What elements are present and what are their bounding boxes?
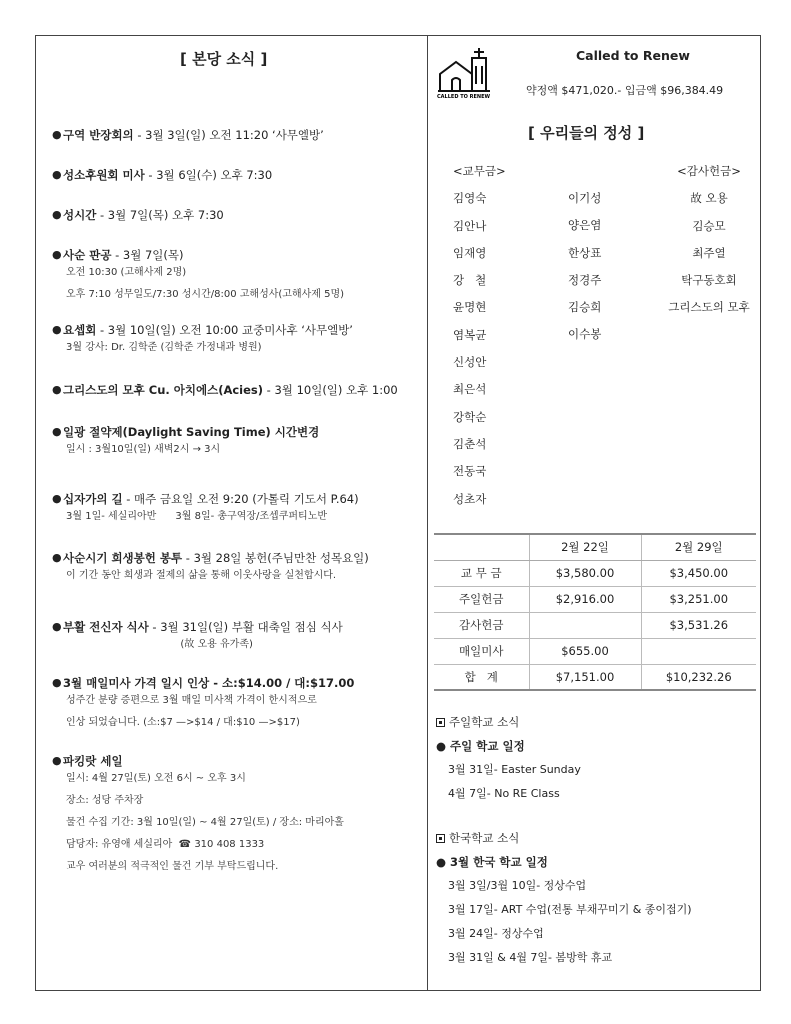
- news-item-detail: - 3월 10일(일) 오후 1:00: [263, 383, 398, 397]
- tithe-donor-name: 김승희: [568, 300, 602, 315]
- table-cell: $3,251.00: [641, 586, 756, 612]
- bullet-icon: ●: [52, 620, 62, 633]
- tithe-donor-name: 염복균: [453, 327, 487, 342]
- news-item: [52, 168, 272, 182]
- tithe-column: [453, 158, 506, 513]
- schedule-line: 3월 24일- 정상수업: [448, 927, 544, 940]
- tithe-donor-name: 김춘석: [453, 436, 487, 451]
- news-item-detail: - 3월 7일(목): [111, 248, 184, 262]
- news-item: [52, 323, 353, 359]
- tithe-donor-name: 성초자: [453, 491, 487, 506]
- pledge-amounts: 약정액 $471,020.- 입금액 $96,384.49: [526, 84, 724, 97]
- table-header-cell: 2월 29일: [641, 534, 756, 560]
- bullet-icon: ●: [52, 551, 62, 564]
- thanks-offering-header: <감사헌금>: [677, 164, 741, 178]
- bullet-icon: ●: [52, 208, 62, 221]
- table-cell: [641, 638, 756, 664]
- korean-school-news: 한국학교 소식 ● 3월 한국 학교 일정 3월 3일/3월 10일- 정상수업 3월 17일- ART 수업(전통 부채꾸미기 & 종이접기) 3월 24일- 정상수업 3월 31일 & 4월 7일- 봄방학 휴교: [436, 826, 692, 970]
- news-item: [52, 248, 344, 306]
- tithe-donor-name: 양은염: [568, 218, 602, 233]
- thanks-donor-name: 故 오용: [690, 191, 728, 206]
- table-row-label: 주일헌금: [434, 586, 529, 612]
- bullet-icon: ●: [52, 425, 62, 438]
- square-bullet-icon: [436, 834, 445, 843]
- bullet-icon: ●: [52, 323, 62, 336]
- news-item-subline: 3월 강사: Dr. 김학준 (김학준 가정내과 병원): [66, 342, 262, 353]
- sunday-school-news: 주일학교 소식 ● 주일 학교 일정 3월 31일- Easter Sunday 4월 7일- No RE Class: [436, 710, 581, 806]
- table-header-cell: 2월 22일: [529, 534, 641, 560]
- news-item: [52, 425, 319, 461]
- table-header-cell: [434, 534, 529, 560]
- news-item-heading: 사순 판공: [63, 248, 112, 262]
- thanks-donor-name: 최주열: [692, 245, 726, 260]
- tithe-header: <교무금>: [453, 164, 506, 178]
- tithe-donor-name: 김안나: [453, 218, 487, 233]
- right-column: [428, 36, 761, 990]
- tithe-donor-name: 정경주: [568, 272, 602, 287]
- news-item-subline: 일시 : 3월10일(일) 새벽2시 → 3시: [66, 444, 221, 455]
- schedule-line: 4월 7일- No RE Class: [448, 787, 560, 800]
- table-row: [434, 586, 756, 612]
- called-to-renew-logo: [436, 44, 494, 100]
- schedule-line: 3월 17일- ART 수업(전통 부채꾸미기 & 종이접기): [448, 903, 692, 916]
- bullet-icon: ●: [52, 754, 62, 767]
- news-item-subline: 교우 여러분의 적극적인 물건 기부 부탁드립니다.: [66, 861, 279, 872]
- square-bullet-icon: [436, 718, 445, 727]
- thanks-offering-column: [664, 158, 754, 322]
- news-item-detail: - 매주 금요일 오전 9:20 (가톨릭 기도서 P.64): [122, 492, 359, 506]
- bullet-icon: ●: [52, 168, 62, 181]
- tithe-column-2: [568, 185, 601, 349]
- bullet-icon: ●: [52, 492, 62, 505]
- tithe-donor-name: 신성안: [453, 355, 487, 370]
- table-row-label: 감사헌금: [434, 612, 529, 638]
- tithe-donor-name: 김영숙: [453, 191, 487, 206]
- parish-news-title: [ 본당 소식 ]: [180, 50, 268, 68]
- schedule-line: 3월 3일/3월 10일- 정상수업: [448, 879, 587, 892]
- tithe-donor-name: 이수봉: [568, 327, 602, 342]
- news-item-heading: 요셉회: [63, 323, 97, 337]
- news-item-detail: - 3월 28일 봉헌(주님만찬 성목요일): [182, 551, 369, 565]
- tithe-donor-name: 윤명현: [453, 300, 487, 315]
- bullet-icon: ●: [52, 248, 62, 261]
- news-item-subline: 오전 10:30 (고해사제 2명): [66, 267, 187, 278]
- table-row: [434, 638, 756, 664]
- news-item-heading: 파킹랏 세일: [63, 754, 123, 768]
- news-item-detail: - 3월 3일(일) 오전 11:20 ‘사무엘방’: [133, 128, 324, 142]
- korean-school-schedule-label: 3월 한국 학교 일정: [450, 855, 548, 869]
- news-item: [52, 620, 343, 656]
- table-row: [434, 612, 756, 638]
- tithe-donor-name: 전동국: [453, 464, 487, 479]
- schedule-line: 3월 31일- Easter Sunday: [448, 763, 581, 776]
- table-cell: $2,916.00: [529, 586, 641, 612]
- table-row: [434, 560, 756, 586]
- table-cell: $3,531.26: [641, 612, 756, 638]
- news-item-heading: 그리스도의 모후 Cu. 아치에스(Acies): [63, 383, 264, 397]
- news-item: [52, 492, 359, 528]
- news-item-heading: 3월 매일미사 가격 일시 인상 - 소:$14.00 / 대:$17.00: [63, 676, 355, 690]
- bullet-icon: ●: [52, 128, 62, 141]
- table-row-label: 매일미사: [434, 638, 529, 664]
- news-item-detail: - 3월 10일(일) 오전 10:00 교중미사후 ‘사무엘방’: [96, 323, 353, 337]
- news-item: [52, 754, 344, 878]
- table-cell: $7,151.00: [529, 664, 641, 690]
- news-item-subline: 장소: 성당 주차장: [66, 795, 144, 806]
- news-item-heading: 일광 절약제(Daylight Saving Time) 시간변경: [63, 425, 320, 439]
- sunday-school-schedule-label: 주일 학교 일정: [450, 739, 525, 753]
- news-item-heading: 십자가의 길: [63, 492, 123, 506]
- news-item-heading: 구역 반장회의: [63, 128, 134, 142]
- news-item: [52, 676, 354, 734]
- news-item-subline: 물건 수집 기간: 3월 10일(일) ~ 4월 27일(토) / 장소: 마리아홀: [66, 817, 344, 828]
- thanks-donor-name: 탁구동호회: [681, 273, 737, 288]
- news-item-detail: - 3월 7일(목) 오후 7:30: [96, 208, 224, 222]
- news-item-heading: 사순시기 희생봉헌 봉투: [63, 551, 183, 565]
- table-cell: $3,450.00: [641, 560, 756, 586]
- table-cell: $3,580.00: [529, 560, 641, 586]
- news-item: [52, 208, 224, 222]
- tithe-donor-name: 임재영: [453, 245, 487, 260]
- table-cell: $655.00: [529, 638, 641, 664]
- news-item-subline: 3월 1일- 세실리아반 3월 8일- 총구역장/조셉쿠퍼티노반: [66, 511, 328, 522]
- bullet-icon: ●: [52, 383, 62, 396]
- offering-table: [434, 533, 756, 691]
- table-cell: $10,232.26: [641, 664, 756, 690]
- schedule-line: 3월 31일 & 4월 7일- 봄방학 휴교: [448, 951, 613, 964]
- tithe-donor-name: 최은석: [453, 382, 487, 397]
- news-item-subline: 이 기간 동안 희생과 절제의 삶을 통해 이웃사랑을 실천합시다.: [66, 570, 337, 581]
- bullet-icon: ●: [52, 676, 62, 689]
- news-item-heading: 성소후원회 미사: [63, 168, 145, 182]
- news-item-subline: 오후 7:10 성무일도/7:30 성시간/8:00 고해성사(고해사제 5명): [66, 289, 345, 300]
- table-row: [434, 664, 756, 690]
- news-item-heading: 성시간: [63, 208, 97, 222]
- news-item-heading: 부활 전신자 식사: [63, 620, 149, 634]
- campaign-title: Called to Renew: [576, 48, 690, 63]
- tithe-donor-name: 강 철: [453, 273, 487, 288]
- news-item: [52, 551, 369, 587]
- tithe-donor-name: 이기성: [568, 191, 602, 205]
- news-item-subline: 성주간 분량 증편으로 3월 매일 미사책 가격이 한시적으로: [66, 695, 317, 706]
- tithe-donor-name: 강학순: [453, 409, 487, 424]
- sunday-school-header: 주일학교 소식: [449, 715, 520, 729]
- thanks-donor-name: 김승모: [692, 218, 726, 233]
- table-row-label: 교 무 금: [434, 560, 529, 586]
- news-item: [52, 128, 324, 142]
- news-item-subline: 담당자: 유영애 세실리아 ☎ 310 408 1333: [66, 839, 265, 850]
- news-item: [52, 383, 398, 397]
- table-cell: [529, 612, 641, 638]
- tithe-donor-name: 한상표: [568, 245, 602, 260]
- svg-text:CALLED TO RENEW: CALLED TO RENEW: [437, 94, 491, 100]
- news-item-subline: (故 오용 유가족): [66, 639, 253, 650]
- korean-school-header: 한국학교 소식: [449, 831, 520, 845]
- news-item-detail: - 3월 31일(일) 부활 대축일 점심 식사: [148, 620, 343, 634]
- thanks-donor-name: 그리스도의 모후: [668, 300, 750, 315]
- table-row-label: 합 계: [434, 664, 529, 690]
- news-item-subline: 일시: 4월 27일(토) 오전 6시 ~ 오후 3시: [66, 773, 246, 784]
- news-item-detail: - 3월 6일(수) 오후 7:30: [144, 168, 273, 182]
- offerings-title: [ 우리들의 정성 ]: [528, 124, 645, 142]
- news-item-subline: 인상 되었습니다. (소:$7 —>$14 / 대:$10 —>$17): [66, 717, 300, 728]
